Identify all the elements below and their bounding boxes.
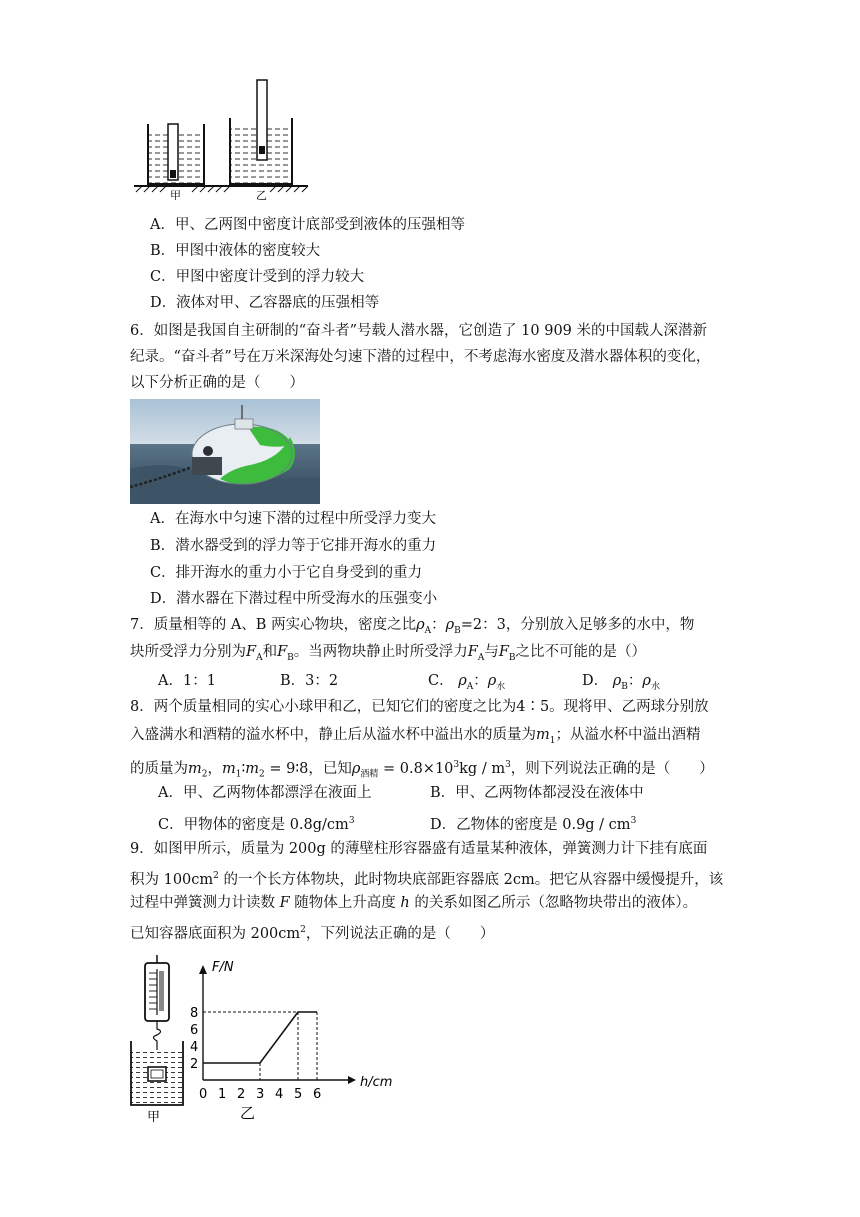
- x-tick-label: 3: [256, 1087, 265, 1102]
- q8-option-d: D．乙物体的密度是 $0.9g / cm^3$: [430, 816, 637, 833]
- q8-option-b: B．甲、乙两物体都浸没在液体中: [430, 785, 644, 801]
- tank-label-right: 乙: [256, 189, 267, 200]
- q9-stem-line-1: 9．如图甲所示，质量为 200g 的薄壁柱形容器盛有适量某种液体，弹簧测力计下挂有底面: [130, 841, 708, 857]
- chart-figure-label: 乙: [240, 1104, 256, 1122]
- q5-option-c: C．甲图中密度计受到的浮力较大: [150, 269, 365, 285]
- submersible-photo: [130, 399, 320, 504]
- x-tick-label: 6: [313, 1087, 322, 1102]
- q7-stem-line-1: 7．质量相等的 A、B 两实心物块，密度之比$\rho_A$：$\rho_B=2$：3，分别放入足够多的水中，物: [130, 617, 695, 636]
- q7-option-d: D． $\rho_B$：$\rho_水$: [582, 673, 660, 692]
- q7-option-c: C． $\rho_A$：$\rho_水$: [428, 673, 506, 692]
- spring-scale-figure: [128, 955, 186, 1123]
- x-tick-label: 0: [199, 1087, 208, 1102]
- q9-stem-line-3: 过程中弹簧测力计读数 F 随物体上升高度 h 的关系如图乙所示（忽略物块带出的液体）。: [130, 895, 698, 911]
- q5-option-d: D．液体对甲、乙容器底的压强相等: [150, 295, 380, 311]
- fig-a-label: 甲: [147, 1110, 161, 1123]
- q6-option-b: B．潜水器受到的浮力等于它排开海水的重力: [150, 538, 437, 554]
- q7-option-b: B．3：2: [280, 673, 339, 689]
- x-axis-arrow: [348, 1076, 356, 1084]
- chart-svg: [188, 955, 400, 1125]
- q7-stem-line-2: 块所受浮力分别为$F_A$和$F_B$。当两物块静止时所受浮力$F_A$与$F_B$之比不可能的是（）: [130, 644, 646, 663]
- q8-stem-line-3: 的质量为$m_2$，$m_1∶m_2$ = 9∶8，已知$\rho_{酒精} = 0.8\times 10^3kg / m^3$，则下列说法正确的是（ ）: [130, 760, 714, 780]
- q6-option-c: C．排开海水的重力小于它自身受到的重力: [150, 565, 423, 581]
- q9-stem-line-2: 积为 $100cm^2$ 的一个长方体物块，此时物块底部距容器底 2cm。把它从容器中缓慢提升，该: [130, 871, 724, 888]
- q6-stem-line-1: 6．如图是我国自主研制的“奋斗者”号载人潜水器，它创造了 10 909 米的中国载人深潜新: [130, 323, 708, 339]
- q8-stem-line-2: 入盛满水和酒精的溢水杯中，静止后从溢水杯中溢出水的质量为$m_1$；从溢水杯中溢出酒精: [130, 727, 701, 746]
- x-tick-label: 1: [218, 1087, 227, 1102]
- q5-option-b: B．甲图中液体的密度较大: [150, 243, 321, 259]
- chart-ylabel: F/N: [212, 960, 234, 975]
- q6-stem-line-3: 以下分析正确的是（ ）: [130, 375, 304, 391]
- x-tick-label: 4: [275, 1087, 284, 1102]
- force-height-chart: [188, 955, 400, 1125]
- q9-stem-line-4: 已知容器底面积为 $200cm^2$，下列说法正确的是（ ）: [130, 925, 495, 942]
- y-tick-label: 8: [190, 1006, 199, 1021]
- y-tick-label: 6: [190, 1023, 199, 1038]
- q6-stem-line-2: 纪录。“奋斗者”号在万米深海处匀速下潜的过程中，不考虑海水密度及潜水器体积的变化，: [130, 349, 711, 365]
- densimeter-figure: [130, 78, 330, 200]
- q6-option-d: D．潜水器在下潜过程中所受海水的压强变小: [150, 591, 438, 607]
- q7-option-a: A．1：1: [158, 673, 216, 689]
- q6-option-a: A．在海水中匀速下潜的过程中所受浮力变大: [150, 511, 436, 527]
- y-tick-label: 4: [190, 1040, 199, 1055]
- q8-option-c: C．甲物体的密度是 $0.8g/cm^3$: [158, 816, 355, 833]
- x-tick-label: 2: [237, 1087, 246, 1102]
- x-tick-label: 5: [294, 1087, 303, 1102]
- q8-option-a: A．甲、乙两物体都漂浮在液面上: [158, 785, 372, 801]
- q5-option-a: A．甲、乙两图中密度计底部受到液体的压强相等: [150, 217, 465, 233]
- y-tick-label: 2: [190, 1057, 199, 1072]
- series-line: [203, 1012, 317, 1063]
- q8-stem-line-1: 8．两个质量相同的实心小球甲和乙，已知它们的密度之比为4∶5。现将甲、乙两球分别放: [130, 699, 709, 715]
- chart-xlabel: h/cm: [360, 1075, 393, 1090]
- tank-label-left: 甲: [170, 189, 181, 200]
- y-axis-arrow: [199, 965, 207, 974]
